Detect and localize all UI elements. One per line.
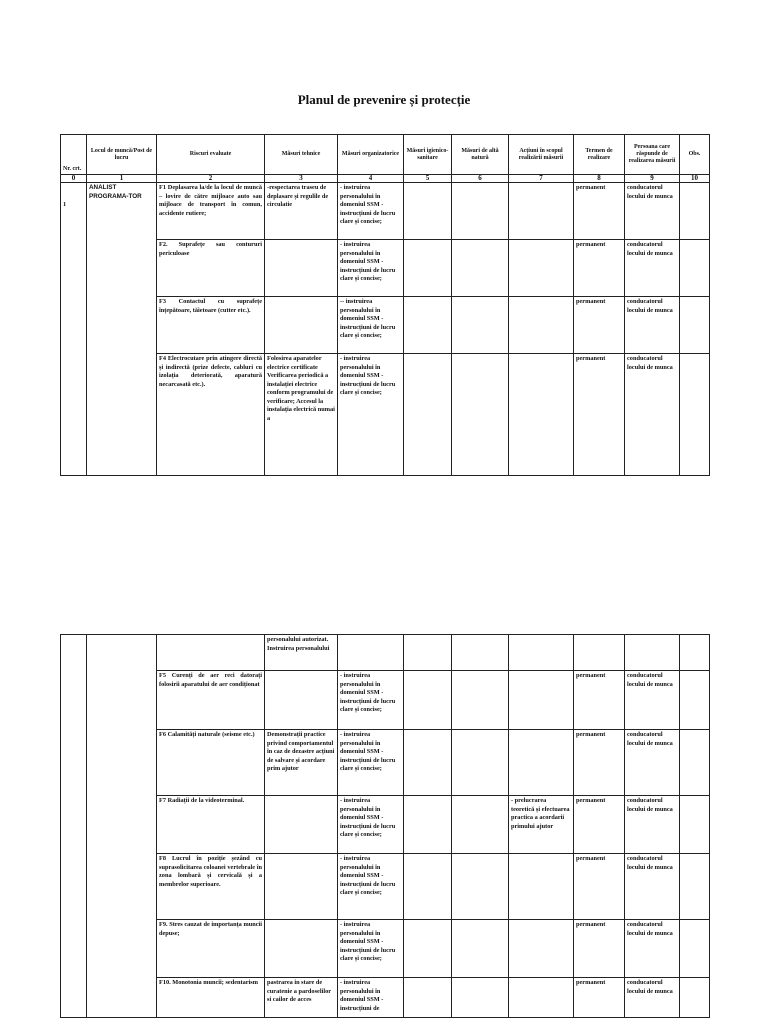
organizational-measures-cell: - instruirea personalului în domeniul SSM - instrucțiuni de lucru clare și concise; <box>338 354 404 476</box>
deadline-cell: permanent <box>574 854 625 920</box>
column-number: 5 <box>404 175 452 183</box>
deadline-cell: permanent <box>574 796 625 854</box>
actions-cell <box>509 978 574 1018</box>
table-row <box>61 240 710 297</box>
table-row <box>61 671 710 730</box>
table-row <box>61 920 710 978</box>
header-cell: Obs. <box>680 135 710 175</box>
column-number: 0 <box>61 175 87 183</box>
actions-cell <box>509 730 574 796</box>
header-cell: Măsuri de altă natură <box>452 135 509 175</box>
other-measures-cell <box>452 920 509 978</box>
column-number: 6 <box>452 175 509 183</box>
header-row <box>61 135 710 175</box>
table-row <box>61 297 710 354</box>
hygiene-measures-cell <box>404 796 452 854</box>
risk-cell: F5 Curenți de aer reci datorați folosirii aparatului de aer condiționat <box>157 671 265 730</box>
obs-cell <box>680 183 710 240</box>
actions-cell <box>509 183 574 240</box>
prevention-plan-table-page-2 <box>60 634 710 1018</box>
other-measures-cell <box>452 297 509 354</box>
other-measures-cell <box>452 730 509 796</box>
hygiene-measures-cell <box>404 854 452 920</box>
hygiene-measures-cell <box>404 730 452 796</box>
hygiene-measures-cell <box>404 354 452 476</box>
column-number: 10 <box>680 175 710 183</box>
table-row <box>61 796 710 854</box>
responsible-cell: conducatorul locului de munca <box>625 796 680 854</box>
responsible-cell: conducatorul locului de munca <box>625 671 680 730</box>
other-measures-cell <box>452 354 509 476</box>
other-measures-cell <box>452 183 509 240</box>
technical-measures-cell <box>265 297 338 354</box>
deadline-cell: permanent <box>574 730 625 796</box>
organizational-measures-cell: - instruirea personalului în domeniul SSM - instrucțiuni de <box>338 978 404 1018</box>
column-number: 2 <box>157 175 265 183</box>
obs-cell <box>680 978 710 1018</box>
other-measures-cell <box>452 635 509 671</box>
column-number: 4 <box>338 175 404 183</box>
technical-measures-cell: -respectarea traseu de deplasare și regulile de circulatie <box>265 183 338 240</box>
other-measures-cell <box>452 796 509 854</box>
actions-cell <box>509 240 574 297</box>
hygiene-measures-cell <box>404 183 452 240</box>
organizational-measures-cell: - instruirea personalului în domeniul SSM - instrucțiuni de lucru clare și concise; <box>338 730 404 796</box>
technical-measures-cell: Demonstrații practice privind comportamentul în caz de dezastre acțiuni de salvare și acordare prim ajutor <box>265 730 338 796</box>
row-number <box>61 183 87 476</box>
technical-measures-cell <box>265 920 338 978</box>
actions-cell: - prelucrarea teoretică și efectuarea practica a acordarii primului ajutor <box>509 796 574 854</box>
risk-cell: F7 Radiații de la videoterminal. <box>157 796 265 854</box>
obs-cell <box>680 730 710 796</box>
responsible-cell: conducatorul locului de munca <box>625 354 680 476</box>
responsible-cell: conducatorul locului de munca <box>625 730 680 796</box>
actions-cell <box>509 671 574 730</box>
responsible-cell: conducatorul locului de munca <box>625 240 680 297</box>
deadline-cell: permanent <box>574 920 625 978</box>
organizational-measures-cell: -- instruirea personalului în domeniul SSM - instrucțiuni de lucru clare și concise; <box>338 297 404 354</box>
risk-cell: F4 Electrocutare prin atingere directă și indirectă (prize defecte, cabluri cu izolația deteriorată, aparatură necarcasată etc.). <box>157 354 265 476</box>
header-cell: Măsuri tehnice <box>265 135 338 175</box>
hygiene-measures-cell <box>404 240 452 297</box>
risk-cell <box>157 635 265 671</box>
header-cell: Nr. crt. <box>61 135 87 175</box>
header-cell: Termen de realizare <box>574 135 625 175</box>
column-number: 1 <box>87 175 157 183</box>
risk-cell: F10. Monotonia muncii; sedentarism <box>157 978 265 1018</box>
header-cell: Riscuri evaluate <box>157 135 265 175</box>
obs-cell <box>680 354 710 476</box>
table-row <box>61 354 710 476</box>
hygiene-measures-cell <box>404 297 452 354</box>
actions-cell <box>509 920 574 978</box>
row-number-value: 1 <box>63 201 67 208</box>
workplace-cell: ANALIST PROGRAMA-TOR <box>87 183 157 476</box>
prevention-plan-table-page-1 <box>60 134 710 476</box>
responsible-cell: conducatorul locului de munca <box>625 183 680 240</box>
other-measures-cell <box>452 978 509 1018</box>
page-title: Planul de prevenire și protecție <box>297 92 471 107</box>
column-number: 8 <box>574 175 625 183</box>
other-measures-cell <box>452 854 509 920</box>
deadline-cell: permanent <box>574 354 625 476</box>
organizational-measures-cell: - instruirea personalului în domeniul SSM - instrucțiuni de lucru clare și concise; <box>338 240 404 297</box>
organizational-measures-cell: - instruirea personalului în domeniul SSM - instrucțiuni de lucru clare și concise; <box>338 920 404 978</box>
column-number: 9 <box>625 175 680 183</box>
header-cell: Locul de muncă/Post de lucru <box>87 135 157 175</box>
organizational-measures-cell <box>338 635 404 671</box>
header-cell: Măsuri igienico-sanitare <box>404 135 452 175</box>
technical-measures-cell: pastrarea in stare de curatenie a pardoselilor si cailor de acces <box>265 978 338 1018</box>
deadline-cell: permanent <box>574 978 625 1018</box>
risk-cell: F9. Stres cauzat de importanța muncii depuse; <box>157 920 265 978</box>
actions-cell <box>509 297 574 354</box>
obs-cell <box>680 635 710 671</box>
deadline-cell: permanent <box>574 297 625 354</box>
technical-measures-cell <box>265 240 338 297</box>
table-row <box>61 183 710 240</box>
deadline-cell <box>574 635 625 671</box>
technical-measures-cell: personalului autorizat. Instruirea personalului <box>265 635 338 671</box>
actions-cell <box>509 635 574 671</box>
column-number: 3 <box>265 175 338 183</box>
organizational-measures-cell: - instruirea personalului în domeniul SSM - instrucțiuni de lucru clare și concise; <box>338 854 404 920</box>
obs-cell <box>680 920 710 978</box>
obs-cell <box>680 796 710 854</box>
header-cell: Măsuri organizatorice <box>338 135 404 175</box>
technical-measures-cell: Folosirea aparatelor electrice certificate Verificarea periodică a instalației electrice conform programului de verificare; Accesul la instalația electrică numai a <box>265 354 338 476</box>
risk-cell: F2. Suprafețe sau contururi periculoase <box>157 240 265 297</box>
technical-measures-cell <box>265 671 338 730</box>
deadline-cell: permanent <box>574 240 625 297</box>
technical-measures-cell <box>265 796 338 854</box>
risk-cell: F8 Lucrul în poziție șezând cu suprasolicitarea coloanei vertebrale în zona lombară și cervicală și a membrelor superioare. <box>157 854 265 920</box>
actions-cell <box>509 354 574 476</box>
obs-cell <box>680 854 710 920</box>
deadline-cell: permanent <box>574 183 625 240</box>
risk-cell: F1 Deplasarea la/de la locul de muncă – lovire de către mijloace auto sau mijloace de transport în comun, accidente rutiere; <box>157 183 265 240</box>
other-measures-cell <box>452 671 509 730</box>
workplace-cell <box>87 635 157 1018</box>
hygiene-measures-cell <box>404 920 452 978</box>
hygiene-measures-cell <box>404 635 452 671</box>
header-cell: Persoana care răspunde de realizarea măsurii <box>625 135 680 175</box>
table-row <box>61 978 710 1018</box>
actions-cell <box>509 854 574 920</box>
table-row <box>61 854 710 920</box>
organizational-measures-cell: - instruirea personalului în domeniul SSM - instrucțiuni de lucru clare și concise; <box>338 796 404 854</box>
other-measures-cell <box>452 240 509 297</box>
deadline-cell: permanent <box>574 671 625 730</box>
header-cell: Acțiuni în scopul realizării măsurii <box>509 135 574 175</box>
table-row <box>61 730 710 796</box>
obs-cell <box>680 297 710 354</box>
hygiene-measures-cell <box>404 978 452 1018</box>
organizational-measures-cell: - instruirea personalului în domeniul SSM - instrucțiuni de lucru clare și concise; <box>338 183 404 240</box>
table-row <box>61 635 710 671</box>
obs-cell <box>680 671 710 730</box>
hygiene-measures-cell <box>404 671 452 730</box>
responsible-cell: conducatorul locului de munca <box>625 920 680 978</box>
column-number: 7 <box>509 175 574 183</box>
risk-cell: F3 Contactul cu suprafețe înțepătoare, tăietoare (cutter etc.). <box>157 297 265 354</box>
responsible-cell: conducatorul locului de munca <box>625 297 680 354</box>
organizational-measures-cell: - instruirea personalului în domeniul SSM - instrucțiuni de lucru clare și concise; <box>338 671 404 730</box>
column-number-row <box>61 175 710 183</box>
obs-cell <box>680 240 710 297</box>
responsible-cell <box>625 635 680 671</box>
responsible-cell: conducatorul locului de munca <box>625 854 680 920</box>
technical-measures-cell <box>265 854 338 920</box>
row-number <box>61 635 87 1018</box>
risk-cell: F6 Calamități naturale (seisme etc.) <box>157 730 265 796</box>
responsible-cell: conducatorul locului de munca <box>625 978 680 1018</box>
